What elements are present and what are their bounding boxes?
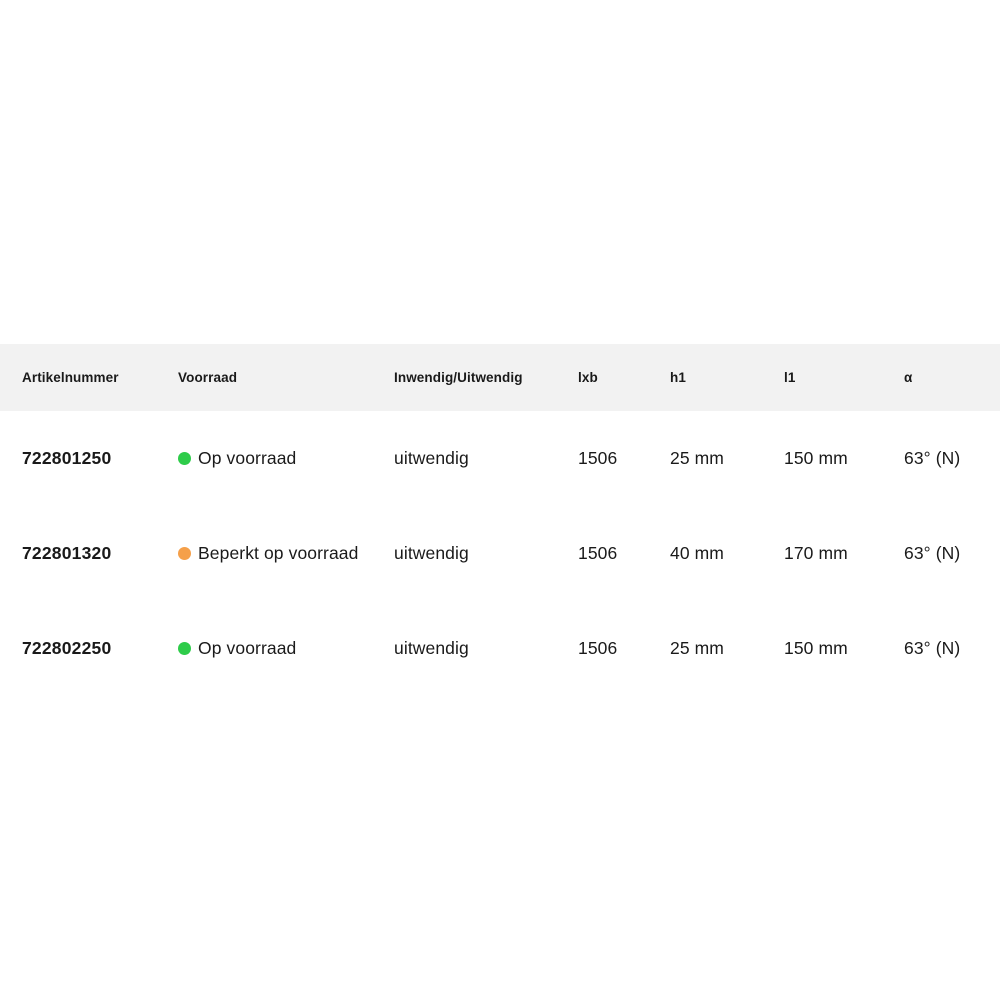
cell-l1: 170 mm [784,543,848,563]
cell-voorraad [158,506,374,601]
column-header-alpha: α [904,370,913,385]
product-specs-table [0,344,1000,696]
stock-status-label: Op voorraad [198,448,297,468]
column-header-lxb: lxb [578,370,598,385]
cell-artikelnummer: 722801320 [22,543,112,563]
cell-alpha: 63° (N) [904,543,961,563]
column-header-voorraad: Voorraad [178,370,238,385]
cell-inwendig-uitwendig: uitwendig [394,638,469,658]
stock-status-dot-icon [178,452,191,465]
column-header-artikelnummer: Artikelnummer [22,370,119,385]
table-row[interactable] [0,601,1000,696]
cell-inwendig-uitwendig: uitwendig [394,543,469,563]
stock-status-label: Op voorraad [198,638,297,658]
cell-lxb: 1506 [578,638,618,658]
cell-inwendig-uitwendig: uitwendig [394,448,469,468]
stock-status-label: Beperkt op voorraad [198,543,359,563]
table-header-row [0,344,1000,411]
cell-lxb: 1506 [578,448,618,468]
stock-status-dot-icon [178,642,191,655]
table-body [0,411,1000,696]
cell-alpha: 63° (N) [904,638,961,658]
cell-lxb: 1506 [578,543,618,563]
cell-h1: 25 mm [670,448,724,468]
product-specs-table-container [0,344,1000,696]
column-header-h1: h1 [670,370,686,385]
table-row[interactable] [0,506,1000,601]
cell-l1: 150 mm [784,638,848,658]
column-header-inwendig-uitwendig: Inwendig/Uitwendig [394,370,523,385]
cell-h1: 25 mm [670,638,724,658]
cell-artikelnummer: 722801250 [22,448,112,468]
cell-h1: 40 mm [670,543,724,563]
cell-voorraad [158,411,374,506]
cell-alpha: 63° (N) [904,448,961,468]
cell-artikelnummer: 722802250 [22,638,112,658]
table-row[interactable] [0,411,1000,506]
table-header [0,344,1000,411]
cell-l1: 150 mm [784,448,848,468]
column-header-l1: l1 [784,370,796,385]
cell-voorraad [158,601,374,696]
stock-status-dot-icon [178,547,191,560]
